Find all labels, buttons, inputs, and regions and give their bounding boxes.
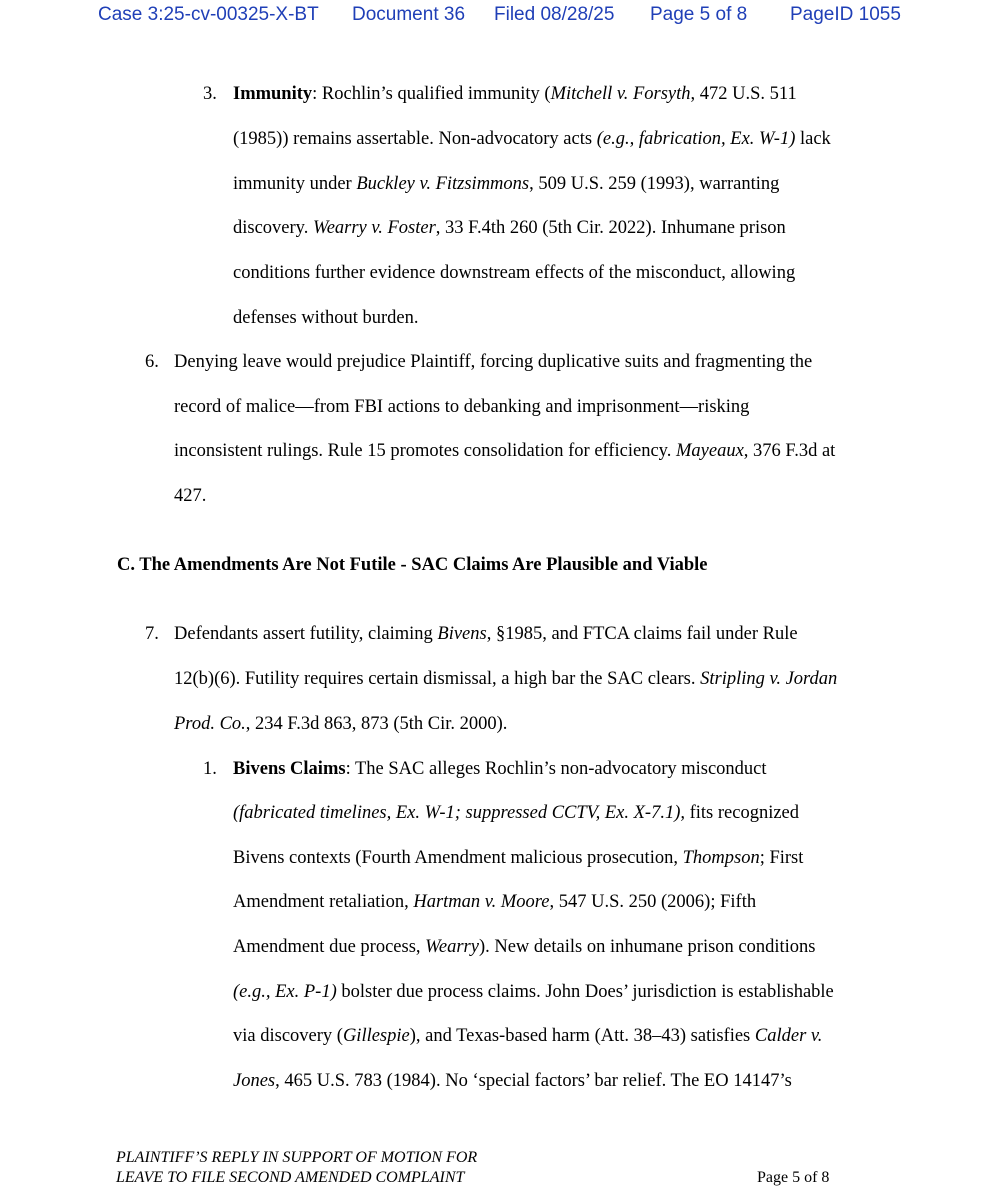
item-3-line-6: defenses without burden. <box>233 308 419 328</box>
case-citation: Prod. Co. <box>174 714 246 734</box>
case-citation: Wearry <box>425 937 479 957</box>
section-c-heading: C. The Amendments Are Not Futile - SAC Claims Are Plausible and Viable <box>117 555 708 575</box>
case-citation: Mitchell v. Forsyth <box>550 84 691 104</box>
sub-item-1-line-4: Amendment retaliation, Hartman v. Moore, 547 U.S. 250 (2006); Fifth <box>233 892 757 912</box>
item-6-line-4: 427. <box>174 486 207 506</box>
case-citation: Buckley v. Fitzsimmons <box>356 174 530 194</box>
case-citation: Wearry v. Foster <box>312 218 436 238</box>
item-3-line-1: Immunity: Rochlin’s qualified immunity (Mitchell v. Forsyth, 472 U.S. 511 <box>233 84 797 104</box>
sub-item-1-line-2: (fabricated timelines, Ex. W-1; suppressed CCTV, Ex. X-7.1), fits recognized <box>233 803 800 823</box>
header-filed-date: Filed 08/28/25 <box>494 4 615 25</box>
sub-item-1-line-7: via discovery (Gillespie), and Texas-based harm (Att. 38–43) satisfies Calder v. <box>233 1026 823 1046</box>
case-citation: Jones <box>233 1071 276 1091</box>
item-6-line-3: inconsistent rulings. Rule 15 promotes consolidation for efficiency. Mayeaux, 376 F.3d at <box>174 441 836 461</box>
item-6-number: 6. <box>145 352 159 372</box>
item-3-line-2: (1985)) remains assertable. Non-advocatory acts (e.g., fabrication, Ex. W-1) lack <box>233 129 831 149</box>
sub-item-1-line-3: Bivens contexts (Fourth Amendment malicious prosecution, Thompson; First <box>233 848 804 868</box>
sub-item-1-number: 1. <box>203 759 217 779</box>
item-3-line-4: discovery. Wearry v. Foster, 33 F.4th 260 (5th Cir. 2022). Inhumane prison <box>233 218 786 238</box>
case-citation: Bivens <box>437 624 487 644</box>
item-7-line-1: Defendants assert futility, claiming Bivens, §1985, and FTCA claims fail under Rule <box>174 624 798 644</box>
sub-item-1-line-5: Amendment due process, Wearry). New details on inhumane prison conditions <box>233 937 816 957</box>
case-citation: Hartman v. Moore <box>413 892 550 912</box>
item-3-title: Immunity <box>233 84 313 104</box>
case-citation: Mayeaux <box>675 441 744 461</box>
item-6-line-2: record of malice—from FBI actions to debanking and imprisonment—risking <box>174 397 750 417</box>
item-3-line-3: immunity under Buckley v. Fitzsimmons, 509 U.S. 259 (1993), warranting <box>233 174 780 194</box>
item-7-number: 7. <box>145 624 159 644</box>
item-3-number: 3. <box>203 84 217 104</box>
footer-title-line-1: PLAINTIFF’S REPLY IN SUPPORT OF MOTION FOR <box>116 1149 478 1166</box>
document-header <box>0 0 990 34</box>
footer-title-line-2: LEAVE TO FILE SECOND AMENDED COMPLAINT <box>116 1169 465 1186</box>
header-page-id: PageID 1055 <box>790 4 901 25</box>
sub-item-1-line-8: Jones, 465 U.S. 783 (1984). No ‘special factors’ bar relief. The EO 14147’s <box>233 1071 792 1091</box>
header-case-number: Case 3:25-cv-00325-X-BT <box>98 4 319 25</box>
case-citation: Gillespie <box>342 1026 410 1046</box>
item-3-line-5: conditions further evidence downstream effects of the misconduct, allowing <box>233 263 796 283</box>
item-7-line-2: 12(b)(6). Futility requires certain dismissal, a high bar the SAC clears. Stripling v. Jordan <box>174 669 838 689</box>
sub-item-1-title: Bivens Claims <box>233 759 346 779</box>
sub-item-1-line-1: Bivens Claims: The SAC alleges Rochlin’s non-advocatory misconduct <box>233 759 767 779</box>
sub-item-1-line-6: (e.g., Ex. P-1) bolster due process claims. John Does’ jurisdiction is establishable <box>233 982 834 1002</box>
header-document-number: Document 36 <box>352 4 466 25</box>
header-page-count: Page 5 of 8 <box>650 4 748 25</box>
item-7-line-3: Prod. Co., 234 F.3d 863, 873 (5th Cir. 2000). <box>174 714 508 734</box>
case-citation: Calder v. <box>754 1026 823 1046</box>
footer-document-title <box>116 1148 477 1188</box>
footer-page-number: Page 5 of 8 <box>757 1169 830 1186</box>
item-6-line-1: Denying leave would prejudice Plaintiff, forcing duplicative suits and fragmenting the <box>174 352 813 372</box>
case-citation: Stripling v. Jordan <box>700 669 838 689</box>
case-citation: Thompson <box>682 848 760 868</box>
